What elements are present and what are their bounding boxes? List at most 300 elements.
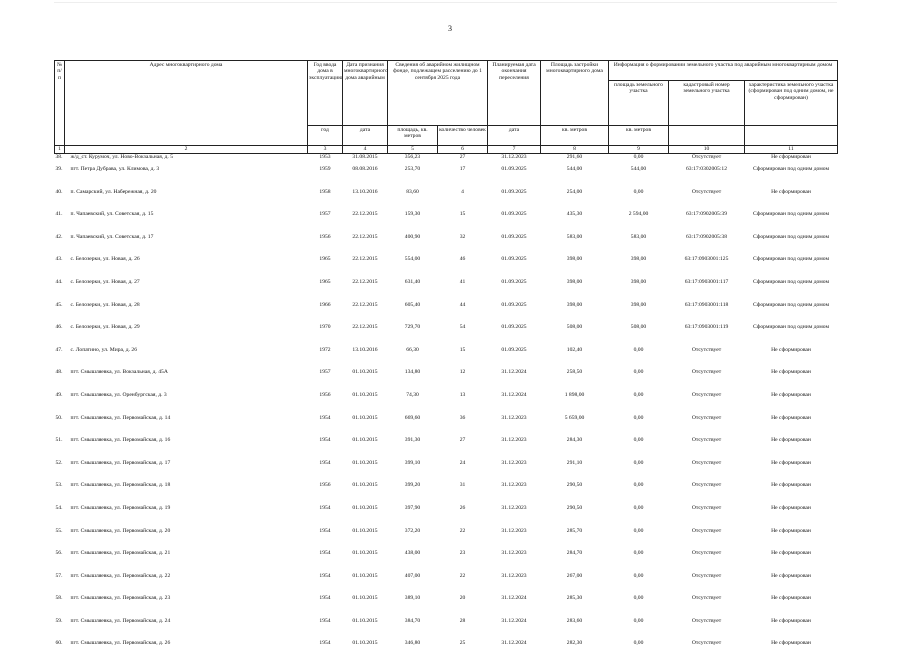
land-status-cell: Не сформирован <box>771 504 811 511</box>
planned-date-cell: 01.09.2025 <box>501 211 527 218</box>
planned-date-cell: 31.12.2023 <box>501 459 527 466</box>
address-cell: пгт. Смышляевка, ул. Первомайская, д. 19 <box>70 504 171 511</box>
land-area-cell: 398,00 <box>630 278 647 285</box>
living-area-cell: 631,40 <box>404 278 421 285</box>
year-built-cell: 1954 <box>319 550 331 557</box>
year-built-cell: 1970 <box>319 324 331 331</box>
building-area-cell: 291,10 <box>566 459 583 466</box>
column-number: 2 <box>65 146 308 154</box>
building-area-cell: 284,30 <box>566 437 583 444</box>
column-number: 5 <box>388 146 438 154</box>
cadastral-number-cell: Отсутствует <box>691 482 722 489</box>
planned-date-cell: 31.12.2023 <box>501 527 527 534</box>
building-area-cell: 258,50 <box>566 369 583 376</box>
row-number-cell: 44. <box>55 278 63 285</box>
date-declared-cell: 22.12.2015 <box>352 211 378 218</box>
cadastral-number-cell: 63:17:0902005:38 <box>685 233 728 240</box>
cadastral-number-cell: Отсутствует <box>691 414 722 421</box>
land-area-cell: 2 594,00 <box>628 211 649 218</box>
address-cell: ж/д_ст. Курумоч, ул. Ново-Вокзальная, д. 5 <box>70 154 173 160</box>
table-row <box>55 234 838 257</box>
row-number-cell: 45. <box>55 301 63 308</box>
row-number-cell: 38. <box>55 154 63 160</box>
building-area-cell: 102,40 <box>566 346 583 353</box>
table-row <box>55 595 838 618</box>
residents-cell: 22 <box>459 527 466 534</box>
header-no: № п/п <box>55 61 65 146</box>
row-number-cell: 46. <box>55 324 63 331</box>
address-cell: пгт. Смышляевка, ул. Первомайская, д. 18 <box>70 482 171 489</box>
table-row <box>55 415 838 438</box>
building-area-cell: 508,00 <box>566 324 583 331</box>
planned-date-cell: 31.12.2024 <box>501 595 527 602</box>
living-area-cell: 400,90 <box>404 233 421 240</box>
cadastral-number-cell: Отсутствует <box>691 154 722 160</box>
address-cell: пгт. Смышляевка, ул. Первомайская, д. 21 <box>70 550 171 557</box>
table-row <box>55 302 838 325</box>
living-area-cell: 384,70 <box>404 617 421 624</box>
unit-sqm: кв. метров <box>541 126 609 146</box>
residents-cell: 24 <box>459 459 466 466</box>
residents-cell: 46 <box>459 256 466 263</box>
land-status-cell: Сформирован под одним домом <box>752 211 830 218</box>
residents-cell: 31 <box>459 482 466 489</box>
date-declared-cell: 22.12.2015 <box>352 233 378 240</box>
address-cell: с. Белозерки, ул. Новая, д. 27 <box>70 278 140 285</box>
planned-date-cell: 31.12.2023 <box>501 154 527 160</box>
land-area-cell: 508,00 <box>630 324 647 331</box>
land-status-cell: Сформирован под одним домом <box>752 166 830 172</box>
cadastral-number-cell: Отсутствует <box>691 391 722 398</box>
date-declared-cell: 01.10.2015 <box>352 482 378 489</box>
year-built-cell: 1956 <box>319 391 331 398</box>
table-row <box>55 573 838 596</box>
planned-date-cell: 01.09.2025 <box>501 324 527 331</box>
year-built-cell: 1954 <box>319 504 331 511</box>
date-declared-cell: 01.10.2015 <box>352 595 378 602</box>
row-number-cell: 41. <box>55 211 63 218</box>
land-status-cell: Не сформирован <box>771 154 811 160</box>
date-declared-cell: 01.10.2015 <box>352 414 378 421</box>
building-area-cell: 283,60 <box>566 617 583 624</box>
land-area-cell: 544,00 <box>630 166 647 172</box>
land-status-cell: Сформирован под одним домом <box>752 324 830 331</box>
cadastral-number-cell: Отсутствует <box>691 527 722 534</box>
living-area-cell: 729,70 <box>404 324 421 331</box>
year-built-cell: 1954 <box>319 414 331 421</box>
date-declared-cell: 01.10.2015 <box>352 550 378 557</box>
land-status-cell: Не сформирован <box>771 527 811 534</box>
row-number-cell: 42. <box>55 233 63 240</box>
row-number-cell: 60. <box>55 640 63 647</box>
column-number: 11 <box>745 146 838 154</box>
date-declared-cell: 31.08.2015 <box>352 154 378 160</box>
planned-date-cell: 01.09.2025 <box>501 301 527 308</box>
unit-date2: дата <box>488 126 541 146</box>
unit-empty-11 <box>745 126 838 146</box>
date-declared-cell: 01.10.2015 <box>352 617 378 624</box>
unit-year: год <box>308 126 343 146</box>
date-declared-cell: 01.10.2015 <box>352 369 378 376</box>
row-number-cell: 40. <box>55 188 63 195</box>
header-date-declared: Дата признания многоквартирного дома аварийным <box>343 61 388 126</box>
planned-date-cell: 31.12.2023 <box>501 482 527 489</box>
residents-cell: 15 <box>459 211 466 218</box>
unit-people: количество человек <box>438 126 488 146</box>
residents-cell: 12 <box>459 369 466 376</box>
unit-area: площадь, кв. метров <box>388 126 438 146</box>
year-built-cell: 1954 <box>319 527 331 534</box>
living-area-cell: 397,90 <box>404 504 421 511</box>
year-built-cell: 1965 <box>319 256 331 263</box>
residents-cell: 26 <box>459 504 466 511</box>
address-cell: пгт. Смышляевка, ул. Оренбургская, д. 3 <box>70 391 167 398</box>
year-built-cell: 1957 <box>319 211 331 218</box>
header-cadastral: кадастровый номер земельного участка <box>669 81 745 126</box>
year-built-cell: 1954 <box>319 437 331 444</box>
land-status-cell: Не сформирован <box>771 617 811 624</box>
year-built-cell: 1956 <box>319 233 331 240</box>
building-area-cell: 544,00 <box>566 166 583 172</box>
cadastral-number-cell: Отсутствует <box>691 572 722 579</box>
living-area-cell: 389,10 <box>404 595 421 602</box>
land-area-cell: 0,00 <box>633 369 644 376</box>
table-row <box>55 211 838 234</box>
address-cell: пгт. Смышляевка, ул. Первомайская, д. 23 <box>70 595 171 602</box>
cadastral-number-cell: Отсутствует <box>691 550 722 557</box>
table-row <box>55 279 838 302</box>
land-area-cell: 0,00 <box>633 459 644 466</box>
building-area-cell: 285,70 <box>566 527 583 534</box>
address-cell: с. Белозерки, ул. Новая, д. 29 <box>70 324 140 331</box>
table-row <box>55 324 838 347</box>
date-declared-cell: 01.10.2015 <box>352 391 378 398</box>
table-row <box>55 166 838 189</box>
column-number: 10 <box>669 146 745 154</box>
row-number-cell: 47. <box>55 346 63 353</box>
planned-date-cell: 01.09.2025 <box>501 166 527 172</box>
land-status-cell: Сформирован под одним домом <box>752 256 830 263</box>
residents-cell: 13 <box>459 391 466 398</box>
cadastral-number-cell: 63:17:0903001:125 <box>684 256 729 263</box>
living-area-cell: 399,20 <box>404 482 421 489</box>
address-cell: п. Чапаевский, ул. Советская, д. 15 <box>70 211 154 218</box>
date-declared-cell: 22.12.2015 <box>352 324 378 331</box>
residents-cell: 23 <box>459 550 466 557</box>
land-status-cell: Не сформирован <box>771 391 811 398</box>
planned-date-cell: 31.12.2023 <box>501 504 527 511</box>
building-area-cell: 5 659,00 <box>564 414 585 421</box>
row-number-cell: 49. <box>55 391 63 398</box>
planned-date-cell: 01.09.2025 <box>501 233 527 240</box>
row-number-cell: 51. <box>55 437 63 444</box>
living-area-cell: 74,30 <box>406 391 419 398</box>
living-area-cell: 66,30 <box>406 346 419 353</box>
living-area-cell: 134,80 <box>404 369 421 376</box>
table-row <box>55 505 838 528</box>
date-declared-cell: 01.10.2015 <box>352 572 378 579</box>
address-cell: пгт. Смышляевка, ул. Первомайская, д. 14 <box>70 414 171 421</box>
year-built-cell: 1958 <box>319 188 331 195</box>
table-row <box>55 437 838 460</box>
unit-date: дата <box>343 126 388 146</box>
column-number: 6 <box>438 146 488 154</box>
row-number-cell: 48. <box>55 369 63 376</box>
land-status-cell: Не сформирован <box>771 550 811 557</box>
cadastral-number-cell: Отсутствует <box>691 617 722 624</box>
building-area-cell: 398,00 <box>566 278 583 285</box>
residents-cell: 32 <box>459 233 466 240</box>
cadastral-number-cell: Отсутствует <box>691 459 722 466</box>
living-area-cell: 159,30 <box>404 211 421 218</box>
planned-date-cell: 01.09.2025 <box>501 278 527 285</box>
land-area-cell: 0,00 <box>633 617 644 624</box>
row-number-cell: 39. <box>55 166 63 172</box>
row-number-cell: 55. <box>55 527 63 534</box>
housing-register-table <box>54 60 838 663</box>
residents-cell: 44 <box>459 301 466 308</box>
planned-date-cell: 31.12.2024 <box>501 640 527 647</box>
land-status-cell: Не сформирован <box>771 482 811 489</box>
table-row <box>55 369 838 392</box>
land-area-cell: 0,00 <box>633 504 644 511</box>
address-cell: пгт. Смышляевка, ул. Вокзальная, д. 45А <box>70 369 168 376</box>
planned-date-cell: 31.12.2023 <box>501 550 527 557</box>
cadastral-number-cell: Отсутствует <box>691 640 722 647</box>
year-built-cell: 1953 <box>319 154 331 160</box>
date-declared-cell: 22.12.2015 <box>352 301 378 308</box>
cadastral-number-cell: 63:17:0903001:117 <box>684 278 729 285</box>
row-number-cell: 56. <box>55 550 63 557</box>
header-building-area: Площадь застройки многоквартирного дома <box>541 61 609 126</box>
address-cell: пгт. Смышляевка, ул. Первомайская, д. 17 <box>70 459 171 466</box>
land-status-cell: Сформирован под одним домом <box>752 233 830 240</box>
date-declared-cell: 13.10.2016 <box>352 346 378 353</box>
building-area-cell: 435,30 <box>566 211 583 218</box>
building-area-cell: 583,00 <box>566 233 583 240</box>
date-declared-cell: 13.10.2016 <box>352 188 378 195</box>
date-declared-cell: 01.10.2015 <box>352 504 378 511</box>
land-area-cell: 0,00 <box>633 391 644 398</box>
address-cell: пгт. Смышляевка, ул. Первомайская, д. 20 <box>70 527 171 534</box>
land-status-cell: Сформирован под одним домом <box>752 301 830 308</box>
living-area-cell: 253,70 <box>404 166 421 172</box>
land-area-cell: 398,00 <box>630 256 647 263</box>
table-row <box>55 460 838 483</box>
header-planned-date: Планируемая дата окончания переселения <box>488 61 541 126</box>
table-row <box>55 189 838 212</box>
building-area-cell: 254,00 <box>566 188 583 195</box>
table-row <box>55 347 838 370</box>
cadastral-number-cell: Отсутствует <box>691 188 722 195</box>
land-status-cell: Не сформирован <box>771 459 811 466</box>
row-number-cell: 54. <box>55 504 63 511</box>
column-number: 1 <box>55 146 65 154</box>
land-area-cell: 0,00 <box>633 550 644 557</box>
header-characteristics: характеристика земельного участка (сформирован под одним домом, не сформирован) <box>745 81 838 126</box>
land-status-cell: Не сформирован <box>771 595 811 602</box>
land-status-cell: Не сформирован <box>771 414 811 421</box>
living-area-cell: 399,10 <box>404 459 421 466</box>
unit-empty-10 <box>669 126 745 146</box>
land-status-cell: Не сформирован <box>771 437 811 444</box>
residents-cell: 27 <box>459 437 466 444</box>
row-number-cell: 59. <box>55 617 63 624</box>
cadastral-number-cell: Отсутствует <box>691 437 722 444</box>
cadastral-number-cell: Отсутствует <box>691 595 722 602</box>
cadastral-number-cell: 63:17:0903001:118 <box>684 301 729 308</box>
residents-cell: 41 <box>459 278 466 285</box>
address-cell: пгт. Смышляевка, ул. Первомайская, д. 22 <box>70 572 171 579</box>
cadastral-number-cell: Отсутствует <box>691 504 722 511</box>
planned-date-cell: 01.09.2025 <box>501 256 527 263</box>
header-year-built: Год ввода дома в эксплуатацию <box>308 61 343 126</box>
row-number-cell: 53. <box>55 482 63 489</box>
row-number-cell: 52. <box>55 459 63 466</box>
cadastral-number-cell: Отсутствует <box>691 369 722 376</box>
year-built-cell: 1972 <box>319 346 331 353</box>
address-cell: пгт. Петра Дубрава, ул. Климова, д. 3 <box>70 166 160 172</box>
land-area-cell: 583,00 <box>630 233 647 240</box>
building-area-cell: 285,30 <box>566 595 583 602</box>
residents-cell: 27 <box>459 154 466 160</box>
year-built-cell: 1966 <box>319 301 331 308</box>
land-area-cell: 0,00 <box>633 437 644 444</box>
column-number: 3 <box>308 146 343 154</box>
residents-cell: 22 <box>459 572 466 579</box>
residents-cell: 15 <box>459 346 466 353</box>
column-number: 9 <box>609 146 669 154</box>
building-area-cell: 284,70 <box>566 550 583 557</box>
planned-date-cell: 31.12.2024 <box>501 369 527 376</box>
planned-date-cell: 31.12.2024 <box>501 391 527 398</box>
land-area-cell: 0,00 <box>633 154 644 160</box>
living-area-cell: 372,20 <box>404 527 421 534</box>
table-row <box>55 618 838 641</box>
year-built-cell: 1959 <box>319 166 331 172</box>
year-built-cell: 1956 <box>319 482 331 489</box>
header-land-area: площадь земельного участка <box>609 81 669 126</box>
year-built-cell: 1957 <box>319 369 331 376</box>
address-cell: с. Лопатино, ул. Мира, д. 26 <box>70 346 138 353</box>
cadastral-number-cell: 63:17:0902005:39 <box>685 211 728 218</box>
planned-date-cell: 31.12.2023 <box>501 572 527 579</box>
row-number-cell: 57. <box>55 572 63 579</box>
living-area-cell: 438,00 <box>404 550 421 557</box>
address-cell: п. Самарский, ул. Набережная, д. 20 <box>70 188 157 195</box>
living-area-cell: 391,30 <box>404 437 421 444</box>
address-cell: пгт. Смышляевка, ул. Первомайская, д. 24 <box>70 617 171 624</box>
building-area-cell: 398,00 <box>566 256 583 263</box>
building-area-cell: 398,00 <box>566 301 583 308</box>
land-area-cell: 0,00 <box>633 414 644 421</box>
address-cell: пгт. Смышляевка, ул. Первомайская, д. 16 <box>70 437 171 444</box>
year-built-cell: 1954 <box>319 595 331 602</box>
table-row <box>55 550 838 573</box>
living-area-cell: 356,23 <box>404 154 421 160</box>
header-emergency-info: Сведения об аварийном жилищном фонде, подлежащем расселению до 1 сентября 2025 года <box>388 61 488 126</box>
date-declared-cell: 22.12.2015 <box>352 278 378 285</box>
date-declared-cell: 01.10.2015 <box>352 437 378 444</box>
address-cell: с. Белозерки, ул. Новая, д. 26 <box>70 256 140 263</box>
header-address: Адрес многоквартирного дома <box>65 61 308 146</box>
land-status-cell: Не сформирован <box>771 640 811 647</box>
date-declared-cell: 01.10.2015 <box>352 640 378 647</box>
year-built-cell: 1954 <box>319 617 331 624</box>
land-status-cell: Не сформирован <box>771 188 811 195</box>
building-area-cell: 267,00 <box>566 572 583 579</box>
building-area-cell: 282,30 <box>566 640 583 647</box>
table-row <box>55 392 838 415</box>
row-number-cell: 43. <box>55 256 63 263</box>
column-number: 4 <box>343 146 388 154</box>
unit-sqm2: кв. метров <box>609 126 669 146</box>
table-row <box>55 256 838 279</box>
residents-cell: 20 <box>459 595 466 602</box>
scan-edge <box>54 2 837 3</box>
row-number-cell: 50. <box>55 414 63 421</box>
building-area-cell: 290,50 <box>566 482 583 489</box>
year-built-cell: 1954 <box>319 640 331 647</box>
table-row <box>55 482 838 505</box>
table-row <box>55 528 838 551</box>
date-declared-cell: 08.08.2016 <box>352 166 378 172</box>
living-area-cell: 407,00 <box>404 572 421 579</box>
land-area-cell: 0,00 <box>633 595 644 602</box>
building-area-cell: 290,50 <box>566 504 583 511</box>
table-row <box>55 154 838 167</box>
planned-date-cell: 01.09.2025 <box>501 346 527 353</box>
land-status-cell: Не сформирован <box>771 346 811 353</box>
land-area-cell: 398,00 <box>630 301 647 308</box>
living-area-cell: 554,00 <box>404 256 421 263</box>
cadastral-number-cell: 63:17:0903001:119 <box>684 324 729 331</box>
address-cell: с. Белозерки, ул. Новая, д. 28 <box>70 301 140 308</box>
living-area-cell: 669,60 <box>404 414 421 421</box>
land-area-cell: 0,00 <box>633 527 644 534</box>
row-number-cell: 58. <box>55 595 63 602</box>
land-status-cell: Не сформирован <box>771 369 811 376</box>
land-area-cell: 0,00 <box>633 572 644 579</box>
land-area-cell: 0,00 <box>633 346 644 353</box>
residents-cell: 36 <box>459 414 466 421</box>
date-declared-cell: 01.10.2015 <box>352 527 378 534</box>
column-number: 8 <box>541 146 609 154</box>
column-number: 7 <box>488 146 541 154</box>
residents-cell: 17 <box>459 166 466 172</box>
table-row <box>55 640 838 663</box>
land-area-cell: 0,00 <box>633 640 644 647</box>
planned-date-cell: 31.12.2024 <box>501 617 527 624</box>
address-cell: пгт. Смышляевка, ул. Первомайская, д. 26 <box>70 640 171 647</box>
living-area-cell: 605,40 <box>404 301 421 308</box>
cadastral-number-cell: Отсутствует <box>691 346 722 353</box>
year-built-cell: 1954 <box>319 459 331 466</box>
building-area-cell: 1 898,00 <box>564 391 585 398</box>
date-declared-cell: 01.10.2015 <box>352 459 378 466</box>
land-area-cell: 0,00 <box>633 482 644 489</box>
header-land-info: Информация о формировании земельного участка под аварийным многоквартирным домом <box>609 61 838 81</box>
residents-cell: 28 <box>459 617 466 624</box>
land-status-cell: Не сформирован <box>771 572 811 579</box>
planned-date-cell: 31.12.2023 <box>501 414 527 421</box>
year-built-cell: 1954 <box>319 572 331 579</box>
land-area-cell: 0,00 <box>633 188 644 195</box>
building-area-cell: 291,60 <box>566 154 583 160</box>
residents-cell: 25 <box>459 640 466 647</box>
residents-cell: 4 <box>461 188 464 195</box>
page-number: 3 <box>448 24 452 33</box>
